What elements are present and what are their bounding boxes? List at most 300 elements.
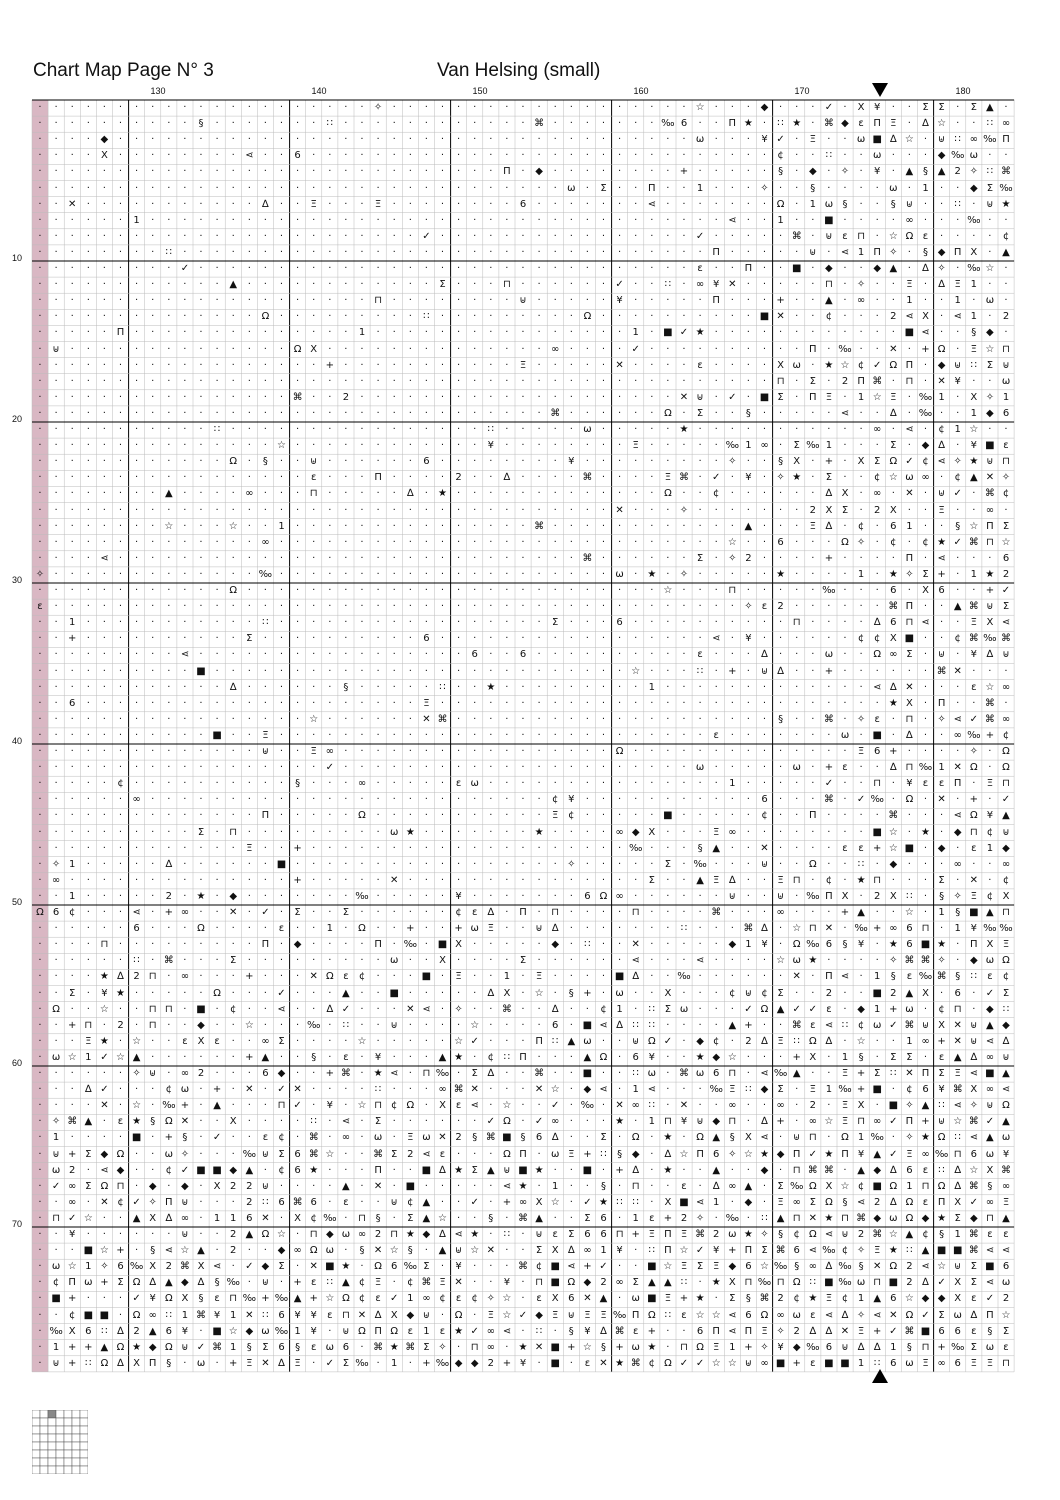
chart-cell: ⋖ <box>985 1035 995 1047</box>
chart-cell: · <box>312 955 316 967</box>
chart-cell: Ω <box>100 1357 109 1369</box>
chart-cell: 6 <box>616 617 623 629</box>
chart-cell: ◆ <box>100 134 109 146</box>
chart-cell: ▲ <box>953 601 962 613</box>
chart-cell: · <box>489 1229 493 1240</box>
chart-cell: · <box>167 923 171 935</box>
chart-cell: · <box>489 794 493 806</box>
chart-cell: · <box>907 665 911 677</box>
chart-cell: Ω <box>213 987 221 999</box>
chart-cell: · <box>730 263 734 274</box>
chart-cell: · <box>167 391 171 403</box>
chart-cell: ω <box>647 1068 656 1079</box>
chart-cell: · <box>553 971 557 983</box>
chart-cell: · <box>151 810 155 822</box>
chart-cell: · <box>569 568 573 580</box>
chart-cell: · <box>424 359 428 371</box>
chart-cell: · <box>199 327 203 339</box>
chart-cell: ★ <box>695 1051 705 1063</box>
chart-cell: · <box>746 150 750 162</box>
chart-cell: · <box>231 842 235 854</box>
chart-cell: · <box>553 601 557 613</box>
chart-cell: ∞ <box>985 1084 995 1096</box>
chart-cell: · <box>940 214 944 226</box>
chart-cell: · <box>102 1212 106 1224</box>
chart-cell: · <box>424 778 428 790</box>
chart-cell: ✧ <box>856 536 866 548</box>
chart-cell: · <box>505 1212 509 1224</box>
chart-cell: ☆ <box>969 1164 979 1176</box>
chart-cell: · <box>650 1164 654 1176</box>
chart-cell: · <box>38 778 42 790</box>
chart-cell: · <box>988 214 992 226</box>
chart-cell: ¢ <box>857 633 865 645</box>
chart-cell: ⊓ <box>808 1132 817 1144</box>
chart-cell: ☆ <box>99 1003 109 1015</box>
chart-cell: ◆ <box>470 1357 479 1369</box>
chart-cell: · <box>714 424 718 435</box>
chart-cell: · <box>376 762 380 774</box>
chart-cell: · <box>666 440 670 452</box>
chart-cell: · <box>215 874 219 886</box>
chart-cell: ■ <box>582 1068 593 1079</box>
chart-cell: 2 <box>874 504 881 516</box>
chart-cell: · <box>118 279 123 291</box>
chart-cell: ⋖ <box>872 681 882 693</box>
chart-cell: 6 <box>890 1357 897 1369</box>
chart-cell: · <box>505 810 509 822</box>
chart-cell: · <box>618 585 622 596</box>
chart-cell: ★ <box>534 826 544 838</box>
chart-cell: ◆ <box>148 1180 157 1192</box>
chart-cell: · <box>38 488 42 500</box>
chart-cell: ✓ <box>470 1196 479 1208</box>
chart-cell: · <box>875 665 879 677</box>
chart-cell: ∷ <box>986 118 994 130</box>
chart-cell: ✧ <box>373 102 383 113</box>
chart-cell: · <box>795 729 799 741</box>
chart-cell: · <box>70 762 74 774</box>
chart-cell: · <box>408 552 412 564</box>
chart-cell: · <box>38 810 42 822</box>
chart-cell: + <box>776 295 785 307</box>
chart-cell: Σ <box>294 907 301 918</box>
chart-cell: · <box>988 874 992 886</box>
chart-cell: · <box>70 1245 74 1257</box>
chart-cell: · <box>601 198 606 210</box>
chart-cell: · <box>440 102 445 113</box>
chart-cell: ¥ <box>294 1309 301 1321</box>
chart-cell: · <box>328 440 332 452</box>
chart-cell: · <box>634 182 638 194</box>
chart-cell: · <box>312 842 316 854</box>
chart-cell: · <box>167 295 171 307</box>
chart-cell: ▲ <box>164 488 173 500</box>
chart-cell: · <box>279 166 284 178</box>
chart-cell: § <box>343 681 349 693</box>
chart-cell: · <box>215 665 219 677</box>
chart-cell: · <box>424 585 428 596</box>
chart-cell: · <box>843 858 847 870</box>
chart-cell: · <box>376 585 380 596</box>
chart-cell: · <box>746 182 750 194</box>
chart-cell: · <box>650 246 654 258</box>
chart-cell: ∆ <box>761 1116 768 1128</box>
chart-cell: · <box>376 424 380 435</box>
chart-cell: · <box>279 536 284 548</box>
chart-cell: ∆ <box>712 1180 720 1192</box>
chart-cell: · <box>650 858 654 870</box>
chart-cell: · <box>392 1035 396 1047</box>
chart-cell: · <box>199 955 203 967</box>
chart-cell: · <box>440 343 445 355</box>
chart-cell: · <box>167 166 171 178</box>
chart-cell: ☆ <box>502 1309 512 1321</box>
chart-cell: · <box>762 552 767 564</box>
chart-cell: · <box>279 746 284 757</box>
chart-cell: · <box>86 504 90 516</box>
chart-cell: · <box>392 166 396 178</box>
chart-cell: · <box>440 874 445 886</box>
chart-cell: · <box>585 794 589 806</box>
chart-cell: ‰ <box>967 214 981 226</box>
chart-cell: Χ <box>922 987 929 999</box>
chart-cell: 2 <box>197 1068 205 1079</box>
chart-cell: · <box>263 665 267 677</box>
chart-cell: Ξ <box>809 520 816 532</box>
chart-cell: · <box>521 729 525 741</box>
chart-cell: · <box>682 810 686 822</box>
chart-cell: · <box>666 681 670 693</box>
chart-cell: · <box>328 182 332 194</box>
chart-cell: Ω <box>197 923 205 935</box>
chart-cell: · <box>263 214 267 226</box>
chart-cell: ✧ <box>35 568 45 580</box>
chart-cell: · <box>988 762 992 774</box>
chart-cell: ⌘ <box>968 601 979 613</box>
chart-cell: 2 <box>246 1180 253 1192</box>
chart-cell: · <box>489 343 493 355</box>
chart-cell: · <box>859 890 863 902</box>
chart-cell: · <box>231 504 235 516</box>
chart-cell: Ω <box>503 1148 511 1160</box>
chart-cell: ◆ <box>760 1164 769 1176</box>
chart-cell: Π <box>648 182 656 194</box>
chart-cell: · <box>827 826 831 838</box>
chart-cell: · <box>795 295 799 307</box>
chart-cell: ★ <box>196 890 206 902</box>
chart-cell: Ω <box>937 343 946 355</box>
chart-cell: · <box>102 327 106 339</box>
chart-cell: ✓ <box>824 778 834 790</box>
chart-cell: § <box>488 1212 494 1224</box>
chart-cell: + <box>293 842 302 854</box>
chart-cell: · <box>102 440 106 452</box>
chart-cell: 2 <box>1002 568 1010 580</box>
chart-cell: · <box>360 375 364 387</box>
chart-cell: · <box>457 729 461 741</box>
chart-cell: · <box>247 295 251 307</box>
chart-cell: ⊓ <box>1002 1357 1010 1369</box>
chart-cell: ⊓ <box>953 1003 962 1015</box>
chart-cell: ⊎ <box>696 391 704 403</box>
chart-cell: ✓ <box>824 102 834 113</box>
chart-cell: · <box>199 762 203 774</box>
chart-cell: · <box>54 955 58 967</box>
chart-cell: ■ <box>679 1196 689 1208</box>
chart-cell: · <box>86 375 90 387</box>
chart-cell: ⊎ <box>921 1019 930 1031</box>
chart-cell: · <box>875 585 879 596</box>
chart-cell: ¢ <box>117 1196 124 1208</box>
chart-cell: · <box>505 1084 509 1096</box>
chart-cell: · <box>344 327 348 339</box>
chart-cell: · <box>634 311 638 323</box>
chart-cell: ¢ <box>761 987 768 999</box>
chart-cell: · <box>344 102 348 113</box>
chart-cell: · <box>634 536 638 548</box>
chart-cell: · <box>698 939 702 951</box>
chart-cell: ‰ <box>162 1100 176 1112</box>
chart-cell: · <box>827 166 831 178</box>
chart-cell: · <box>762 263 767 274</box>
chart-cell: · <box>102 536 106 548</box>
chart-cell: · <box>859 649 863 661</box>
chart-cell: · <box>263 874 267 886</box>
chart-cell: · <box>135 1245 139 1257</box>
chart-cell: ■ <box>212 1164 222 1176</box>
chart-cell: · <box>569 1357 573 1369</box>
chart-cell: · <box>650 536 654 548</box>
chart-cell: · <box>344 826 348 838</box>
chart-cell: ⌘ <box>936 971 947 983</box>
chart-cell: · <box>376 504 380 516</box>
chart-cell: · <box>360 279 364 291</box>
chart-cell: Π <box>905 601 914 613</box>
chart-cell: ☆ <box>888 472 898 484</box>
chart-cell: · <box>279 729 284 741</box>
chart-cell: · <box>215 134 219 146</box>
chart-cell: § <box>794 1261 800 1273</box>
chart-cell: · <box>279 681 284 693</box>
chart-cell: · <box>247 214 251 226</box>
chart-cell: · <box>135 729 139 741</box>
chart-cell: · <box>408 713 412 725</box>
chart-cell: · <box>70 359 74 371</box>
chart-cell: · <box>296 601 300 613</box>
chart-cell: · <box>183 794 187 806</box>
chart-cell: · <box>762 520 767 532</box>
chart-cell: · <box>328 407 332 419</box>
chart-cell: · <box>392 939 396 951</box>
chart-cell: ✓ <box>679 1357 689 1369</box>
chart-cell: 1 <box>230 1212 237 1224</box>
row-label-30: 30 <box>12 575 23 585</box>
chart-cell: · <box>86 955 90 967</box>
chart-cell: Ξ <box>552 810 559 822</box>
chart-cell: + <box>325 359 334 371</box>
chart-cell: ✓ <box>132 1196 141 1208</box>
chart-cell: Π <box>809 391 817 403</box>
chart-cell: · <box>199 1212 203 1224</box>
chart-cell: 1 <box>745 440 752 452</box>
chart-cell: · <box>151 1084 155 1096</box>
chart-cell: ▲ <box>422 1196 431 1208</box>
chart-cell: · <box>86 343 90 355</box>
chart-cell: 1 <box>52 1132 60 1144</box>
chart-cell: · <box>714 746 718 757</box>
chart-cell: · <box>312 939 316 951</box>
chart-cell: · <box>601 778 606 790</box>
chart-cell: · <box>296 987 300 999</box>
chart-cell: · <box>618 440 622 452</box>
chart-cell: · <box>38 1357 42 1369</box>
chart-cell: · <box>682 488 686 500</box>
chart-cell: · <box>70 263 74 274</box>
chart-cell: · <box>86 552 90 564</box>
chart-cell: · <box>505 762 509 774</box>
chart-cell: · <box>940 746 944 757</box>
chart-cell: · <box>779 729 783 741</box>
chart-cell: · <box>457 166 461 178</box>
chart-cell: ∆ <box>825 1035 833 1047</box>
chart-cell: ◆ <box>229 890 238 902</box>
chart-cell: · <box>86 456 90 468</box>
chart-cell: · <box>392 504 396 516</box>
chart-cell: · <box>698 488 702 500</box>
chart-cell: · <box>714 585 718 596</box>
chart-cell: · <box>457 955 461 967</box>
chart-cell: · <box>811 874 815 886</box>
chart-cell: · <box>151 214 155 226</box>
chart-cell: ‰ <box>628 842 643 854</box>
chart-cell: ∞ <box>1001 858 1011 870</box>
chart-cell: · <box>585 391 589 403</box>
chart-cell: · <box>714 617 718 629</box>
chart-cell: · <box>811 649 815 661</box>
chart-cell: Π <box>825 890 833 902</box>
chart-cell: · <box>618 1212 622 1224</box>
chart-cell: · <box>746 504 750 516</box>
chart-cell: 6 <box>310 1196 317 1208</box>
chart-cell: · <box>183 858 187 870</box>
chart-cell: 1 <box>713 1196 720 1208</box>
chart-cell: · <box>328 617 332 629</box>
chart-cell: · <box>940 407 944 419</box>
chart-cell: · <box>392 279 396 291</box>
chart-cell: · <box>859 214 863 226</box>
chart-cell: ¢ <box>954 633 961 645</box>
chart-cell: ■ <box>904 633 915 645</box>
chart-cell: ■ <box>550 1277 560 1289</box>
chart-cell: · <box>151 665 155 677</box>
chart-cell: ✕ <box>309 1261 318 1273</box>
chart-cell: · <box>779 279 783 291</box>
chart-cell: · <box>360 504 364 516</box>
chart-cell: · <box>38 649 42 661</box>
chart-cell: ∆ <box>777 665 784 677</box>
chart-cell: · <box>167 359 171 371</box>
chart-cell: · <box>601 617 606 629</box>
chart-cell: ⊎ <box>937 1116 946 1128</box>
chart-cell: Ξ <box>874 1245 881 1257</box>
chart-cell: · <box>537 601 541 613</box>
chart-cell: · <box>183 440 187 452</box>
chart-cell: ∷ <box>85 1357 92 1369</box>
chart-cell: · <box>698 375 702 387</box>
chart-cell: Χ <box>986 939 994 951</box>
chart-cell: · <box>779 440 783 452</box>
chart-cell: · <box>843 327 847 339</box>
chart-cell: · <box>505 729 509 741</box>
chart-cell: Ω <box>390 1325 399 1337</box>
chart-cell: ■ <box>872 1084 882 1096</box>
chart-cell: · <box>956 230 960 242</box>
overview-page-cell <box>56 1418 64 1426</box>
chart-cell: · <box>714 681 718 693</box>
chart-cell: · <box>151 166 155 178</box>
chart-cell: Ω <box>889 456 898 468</box>
chart-cell: Σ <box>922 568 929 580</box>
chart-cell: ε <box>1003 1341 1009 1353</box>
chart-cell: · <box>859 762 863 774</box>
chart-cell: · <box>537 102 541 113</box>
chart-cell: 2 <box>874 1196 881 1208</box>
chart-cell: · <box>811 778 815 790</box>
chart-cell: · <box>569 1164 573 1176</box>
chart-cell: · <box>296 826 300 838</box>
chart-cell: · <box>247 1035 251 1047</box>
chart-cell: · <box>521 1229 525 1240</box>
chart-cell: ε <box>327 1309 333 1321</box>
chart-cell: ⌘ <box>952 1084 963 1096</box>
chart-cell: · <box>135 295 139 307</box>
chart-cell: · <box>118 359 123 371</box>
chart-cell: · <box>118 923 123 935</box>
chart-cell: ∆ <box>229 681 237 693</box>
chart-cell: · <box>762 327 767 339</box>
chart-cell: ω <box>985 1148 995 1160</box>
chart-cell: Σ <box>938 1068 945 1079</box>
chart-cell: · <box>537 311 541 323</box>
chart-cell: ⋖ <box>100 1164 109 1176</box>
chart-cell: · <box>70 971 74 983</box>
chart-cell: · <box>521 407 525 419</box>
chart-cell: · <box>473 214 477 226</box>
chart-cell: + <box>840 907 850 918</box>
chart-cell: ‰ <box>870 794 884 806</box>
chart-cell: ⊎ <box>503 1164 511 1176</box>
chart-cell: · <box>827 729 831 741</box>
chart-cell: ∞ <box>583 1245 592 1257</box>
chart-cell: 6 <box>793 1245 800 1257</box>
chart-cell: · <box>118 504 123 516</box>
chart-cell: · <box>151 182 155 194</box>
chart-cell: · <box>891 552 895 564</box>
chart-cell: ▲ <box>792 1068 801 1079</box>
chart-cell: · <box>762 536 767 548</box>
chart-cell: · <box>569 246 573 258</box>
chart-cell: · <box>231 665 235 677</box>
chart-cell: · <box>54 327 58 339</box>
chart-cell: · <box>392 134 396 146</box>
chart-cell: ✕ <box>792 971 801 983</box>
chart-cell: · <box>553 762 557 774</box>
chart-cell: 6 <box>423 633 430 645</box>
chart-cell: 2 <box>69 1164 76 1176</box>
chart-cell: · <box>956 407 960 419</box>
chart-cell: · <box>70 472 74 484</box>
